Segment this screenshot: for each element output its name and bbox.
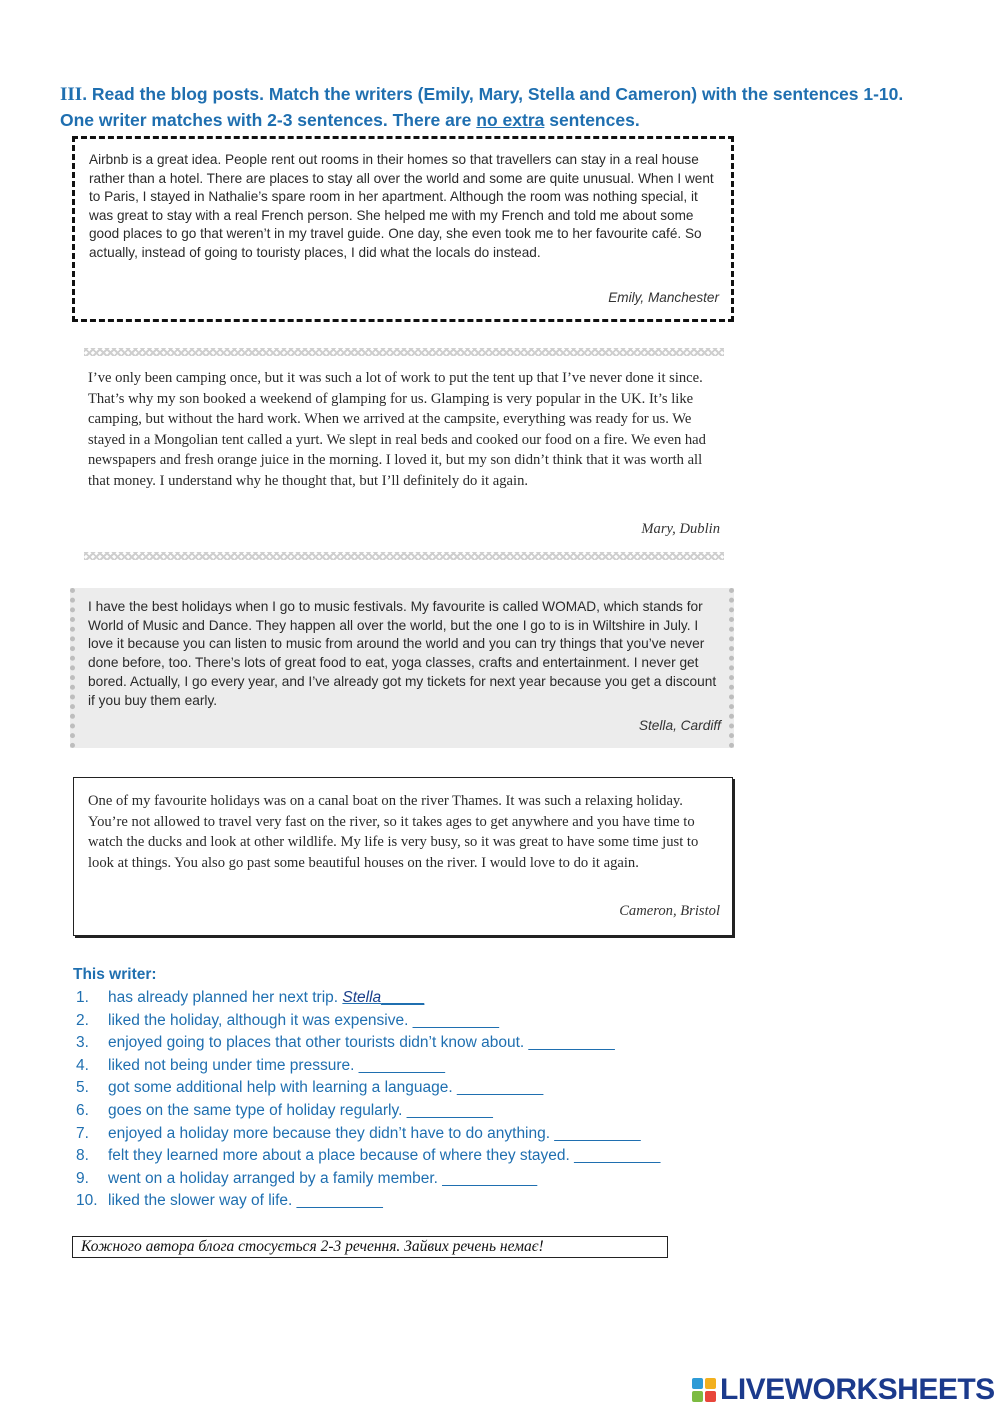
question-text: enjoyed a holiday more because they didn’t have to do anything. <box>108 1124 555 1142</box>
question-text: goes on the same type of holiday regularly. <box>108 1101 407 1119</box>
question-list <box>76 987 776 1213</box>
logo-mark-icon <box>692 1378 716 1402</box>
question-item <box>76 1190 776 1213</box>
logo-square <box>692 1378 703 1389</box>
question-text: enjoyed going to places that other tourists didn’t know about. <box>108 1034 529 1052</box>
question-number: 8. <box>76 1147 89 1165</box>
answer-field[interactable]: __________ <box>412 1011 499 1029</box>
answer-field[interactable]: __________ <box>457 1079 544 1097</box>
wavy-divider <box>84 552 724 560</box>
question-item <box>76 1077 776 1100</box>
question-number: 7. <box>76 1124 89 1142</box>
answer-field[interactable]: __________ <box>358 1056 445 1074</box>
question-item <box>76 1055 776 1078</box>
answer-field[interactable]: __________ <box>528 1034 615 1052</box>
question-number: 9. <box>76 1169 89 1187</box>
logo-square <box>692 1391 703 1402</box>
question-text: went on a holiday arranged by a family member. <box>108 1169 443 1187</box>
question-item <box>76 1168 776 1191</box>
blog-post-cameron <box>73 777 733 936</box>
answer-field[interactable] <box>342 989 424 1006</box>
question-text: felt they learned more about a place because of where they stayed. <box>108 1147 575 1165</box>
question-number: 6. <box>76 1101 89 1119</box>
question-item <box>76 1032 776 1055</box>
blog-post-mary <box>80 356 730 552</box>
question-item <box>76 1123 776 1146</box>
section-number: III <box>60 84 83 105</box>
logo-text: LIVEWORKSHEETS <box>720 1373 995 1406</box>
logo-square <box>705 1391 716 1402</box>
post-signature: Cameron, Bristol <box>619 903 720 919</box>
question-item <box>76 1145 776 1168</box>
instructions-underlined: no extra <box>476 109 545 130</box>
question-item <box>76 987 776 1010</box>
blog-post-stella <box>70 588 734 748</box>
answer-field[interactable]: __________ <box>574 1147 661 1165</box>
blog-post-emily <box>72 136 734 322</box>
wavy-divider <box>84 348 724 356</box>
post-signature: Emily, Manchester <box>608 290 719 305</box>
answer-field[interactable]: __________ <box>296 1192 383 1210</box>
question-text: liked the holiday, although it was expensive. <box>108 1011 413 1029</box>
question-number: 2. <box>76 1011 89 1029</box>
instructions-text-b: sentences. <box>544 109 640 130</box>
answer-field[interactable]: ___________ <box>442 1169 538 1187</box>
instructions-text-a: . Read the blog posts. Match the writers (Emily, Mary, Stella and Cameron) with the sentences 1-10. One writer matches with 2-3 sentences. There are <box>60 84 904 130</box>
post-body: I’ve only been camping once, but it was such a lot of work to put the tent up that I’ve never done it since. That’s why my son booked a weekend of glamping for us. Glamping is very popular in the UK. It’s like camping, but without the hard work. When we arrived at the campsite, everything was ready for us. We stayed in a Mongolian tent called a yurt. We slept in real beds and cooked our food on a fire. We even had newspapers and fresh orange juice in the morning. I loved it, but my son didn’t think that it was worth all that money. I understand why he thought that, but I’ll definitely do it again. <box>88 370 706 489</box>
question-number: 10. <box>76 1192 98 1210</box>
question-text: liked not being under time pressure. <box>108 1056 359 1074</box>
post-signature: Stella, Cardiff <box>638 718 721 733</box>
answer-field[interactable]: __________ <box>554 1124 641 1142</box>
logo-square <box>705 1378 716 1389</box>
question-number: 4. <box>76 1056 89 1074</box>
question-number: 1. <box>76 989 89 1006</box>
writer-heading: This writer: <box>73 966 157 983</box>
answer-value: Stella <box>342 989 382 1006</box>
question-item <box>76 1100 776 1123</box>
post-body: I have the best holidays when I go to music festivals. My favourite is called WOMAD, which stands for World of Music and Dance. They happen all over the world, but the one I go to is in Wiltshire in July. I love it because you can listen to music from around the world and you can try things that you’ve never done before, too. There’s lots of great food to eat, yoga classes, crafts and entertainment. I never get bored. Actually, I go every year, and I’ve already got my tickets for next year because you get a discount if you buy them early. <box>88 599 717 708</box>
question-text: has already planned her next trip. <box>108 989 343 1006</box>
post-signature: Mary, Dublin <box>641 521 720 537</box>
question-text: liked the slower way of life. <box>108 1192 297 1210</box>
post-body: Airbnb is a great idea. People rent out rooms in their homes so that travellers can stay in a real house rather than a hotel. There are places to stay all over the world and some are quite unusual. When I went to Paris, I stayed in Nathalie’s spare room in her apartment. Although the room was nothing special, it was great to stay with a real French person. She helped me with my French and told me about some good places to go that weren’t in my travel guide. One day, she even took me to her favourite café. So actually, instead of going to touristy places, I did what the locals do instead. <box>89 152 714 260</box>
answer-blank: _____ <box>381 989 425 1006</box>
question-text: got some additional help with learning a language. <box>108 1079 457 1097</box>
answer-field[interactable]: __________ <box>406 1101 493 1119</box>
question-number: 5. <box>76 1079 89 1097</box>
liveworksheets-logo <box>692 1374 995 1406</box>
note-box: Кожного автора блога стосується 2-3 речення. Зайвих речень немає! <box>72 1236 668 1258</box>
question-item <box>76 1010 776 1033</box>
question-number: 3. <box>76 1034 89 1052</box>
post-body: One of my favourite holidays was on a canal boat on the river Thames. It was such a relaxing holiday. You’re not allowed to travel very fast on the river, so it takes ages to get anywhere and you have time to watch the ducks and look at other wildlife. My life is very busy, so it was great to have some time just to look at things. You also go past some beautiful houses on the river. I would love to do it again. <box>88 793 699 871</box>
instructions <box>60 82 940 132</box>
